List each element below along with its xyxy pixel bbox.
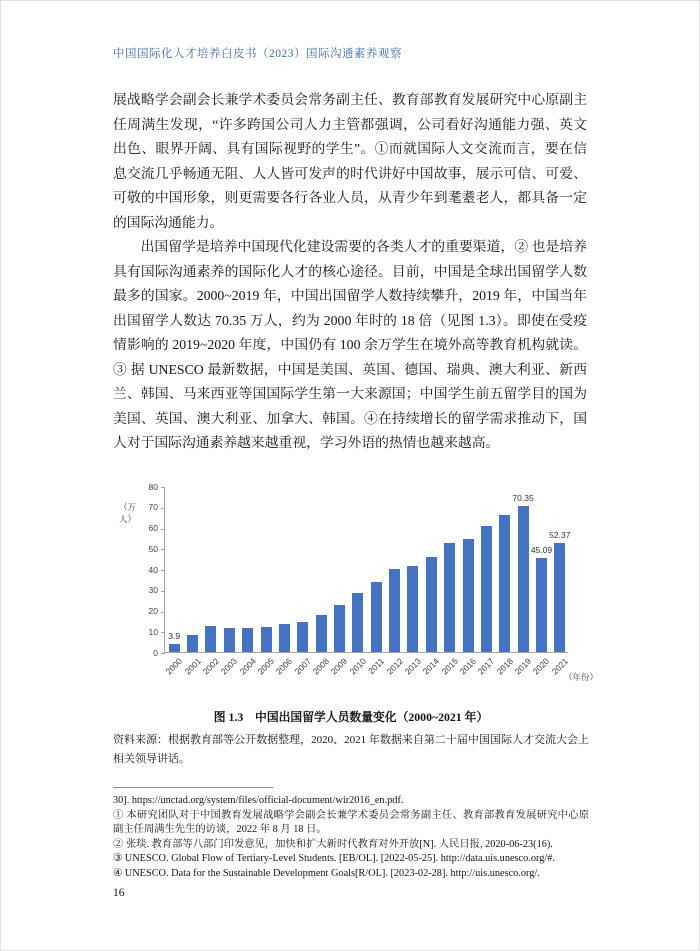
x-axis-tick-label: 2004 xyxy=(237,656,258,677)
x-axis-tick-label: 2020 xyxy=(531,656,552,677)
bar-2019 xyxy=(518,506,529,652)
figure-1-3 xyxy=(113,475,599,768)
body-paragraph-2: 出国留学是培养中国现代化建设需要的各类人才的重要渠道，② 也是培养具有国际沟通素养的国际化人才的核心途径。目前，中国是全球出国留学人数最多的国家。2000~2019 年，中国出国留学人数持续攀升，2019 年，中国当年出国留学人数达 70.35 万人，约为 2000 年时的 18 倍（见图 1.3）。即使在受疫情影响的 2019~2020 年度，中国仍有 100 余万学生在境外高等教育机构就读。③ 据 UNESCO 最新数据，中国是美国、英国、德国、瑞典、澳大利亚、新西兰、韩国、马来西亚等国国际学生第一大来源国；中国学生前五留学目的国为美国、英国、澳大利亚、加拿大、韩国。④在持续增长的留学需求推动下，国人对于国际沟通素养越来越重视，学习外语的热情也越来越高。 xyxy=(113,239,587,450)
figure-caption: 图 1.3 中国出国留学人员数量变化（2000~2021 年） xyxy=(213,710,489,724)
bar-2007 xyxy=(297,622,308,652)
footnote-item: ② 张琰. 教育部等八部门印发意见，加快和扩大新时代教育对外开放[N]. 人民日报, 2020-06-23(16). xyxy=(113,838,553,850)
y-axis-tick-label: 60 xyxy=(148,523,158,533)
x-axis-tick-label: 2006 xyxy=(273,656,295,677)
y-axis-tick-label: 70 xyxy=(148,502,158,513)
body-text xyxy=(113,88,587,456)
figure-source: 资料来源：根据教育部等公开数据整理，2020、2021 年数据来自第二十届中国国际人才交流大会上相关领导讲话。 xyxy=(113,734,589,765)
chart-y-axis-title: （万人） xyxy=(119,502,137,524)
x-axis-tick-label: 2016 xyxy=(457,656,479,677)
y-axis-tick-label: 40 xyxy=(148,564,158,575)
y-axis-tick-label: 0 xyxy=(153,647,158,658)
bar-value-label: 3.9 xyxy=(168,630,181,641)
bar-2020 xyxy=(536,558,547,652)
footnote-item: 30]. https://unctad.org/system/files/official-document/wir2016_en.pdf. xyxy=(113,795,404,806)
bar-value-label: 52.37 xyxy=(549,530,571,541)
y-axis-tick-label: 30 xyxy=(148,585,158,596)
y-axis-tick xyxy=(161,570,165,571)
bar-2006 xyxy=(279,624,290,652)
y-axis-tick xyxy=(161,508,165,509)
bar-2018 xyxy=(499,515,510,652)
x-axis-tick-label: 2008 xyxy=(310,656,332,677)
x-axis-tick-label: 2011 xyxy=(366,656,387,676)
x-axis-tick-label: 2013 xyxy=(402,656,423,677)
page-number: 16 xyxy=(113,887,125,899)
bar-2005 xyxy=(261,627,272,652)
bar-2004 xyxy=(242,628,253,652)
x-axis-tick-label: 2001 xyxy=(182,656,203,677)
footnote-item: ③ UNESCO. Global Flow of Tertiary-Level Students. [EB/OL]. [2022-05-25]. http://data.uis.unesco.org/#. xyxy=(113,853,555,865)
bar-2009 xyxy=(334,605,345,653)
y-axis-tick xyxy=(161,612,165,613)
bar-2008 xyxy=(316,615,327,652)
bar-2000 xyxy=(169,644,180,652)
page-header: 中国国际化人才培养白皮书（2023）国际沟通素养观察 xyxy=(113,48,402,60)
bar-2013 xyxy=(407,566,418,652)
y-axis-tick xyxy=(161,529,165,530)
y-axis-tick xyxy=(161,549,165,550)
y-axis-tick-label: 50 xyxy=(148,543,158,554)
footnote-list xyxy=(113,794,589,882)
x-axis-tick-label: 2015 xyxy=(439,656,460,677)
y-axis-tick xyxy=(161,653,165,654)
bar-value-label: 70.35 xyxy=(512,493,534,503)
bar-2002 xyxy=(205,626,216,652)
y-axis-tick xyxy=(161,632,165,633)
x-axis-tick-label: 2018 xyxy=(494,656,515,677)
bar-2011 xyxy=(371,582,382,653)
bar-chart xyxy=(113,475,599,699)
x-axis-tick-label: 2012 xyxy=(384,656,405,677)
bar-2015 xyxy=(444,543,455,652)
bar-2017 xyxy=(481,526,492,652)
bar-2016 xyxy=(463,539,474,652)
bar-value-label: 45.09 xyxy=(530,545,553,556)
x-axis-tick-label: 2005 xyxy=(255,656,277,677)
y-axis-tick-label: 20 xyxy=(148,606,158,616)
footnote-item: ④ UNESCO. Data for the Sustainable Development Goals[R/OL]. [2023-02-28]. http://uis.unesco.org/. xyxy=(113,867,540,879)
x-axis-tick-label: 2019 xyxy=(512,656,534,677)
bar-2014 xyxy=(426,557,437,652)
bar-2001 xyxy=(187,635,198,652)
x-axis-tick-label: 2007 xyxy=(292,656,313,677)
x-axis-tick-label: 2014 xyxy=(420,656,442,677)
x-axis-tick-label: 2002 xyxy=(200,656,221,677)
bar-2021 xyxy=(554,543,565,652)
bar-2012 xyxy=(389,569,400,652)
x-axis-tick-label: 2000 xyxy=(163,656,185,677)
y-axis-tick-label: 80 xyxy=(148,481,158,492)
footnote-separator xyxy=(113,787,273,788)
footnote-item: ① 本研究团队对于中国教育发展战略学会副会长兼学术委员会常务副主任、教育部教育发展研究中心原副主任周满生先生的访谈，2022 年 8 月 18 日。 xyxy=(113,809,589,836)
x-axis-tick-label: 2009 xyxy=(329,656,350,677)
y-axis-tick xyxy=(161,591,165,592)
bar-2003 xyxy=(224,628,235,652)
x-axis-tick-label: 2010 xyxy=(347,656,368,677)
chart-plot xyxy=(148,481,571,677)
x-axis-tick-label: 2021 xyxy=(549,656,570,677)
y-axis-tick xyxy=(161,487,165,488)
chart-x-axis-title: （年份） xyxy=(564,672,599,682)
y-axis-tick-label: 10 xyxy=(148,626,158,637)
body-paragraph-1: 展战略学会副会长兼学术委员会常务副主任、教育部教育发展研究中心原副主任周满生发现，“许多跨国公司人力主管都强调，公司看好沟通能力强、英文出色、眼界开阔、具有国际视野的学生”。①而就国际人文交流而言，要在信息交流几乎畅通无阻、人人皆可发声的时代讲好中国故事，展示可信、可爱、可敬的中国形象，则更需要各行各业人员，从青少年到耄耋老人，都具备一定的国际沟通能力。 xyxy=(113,92,587,230)
footnotes xyxy=(113,787,589,882)
x-axis-tick-label: 2003 xyxy=(218,656,240,677)
bar-2010 xyxy=(352,593,363,652)
x-axis-tick-label: 2017 xyxy=(475,656,497,677)
